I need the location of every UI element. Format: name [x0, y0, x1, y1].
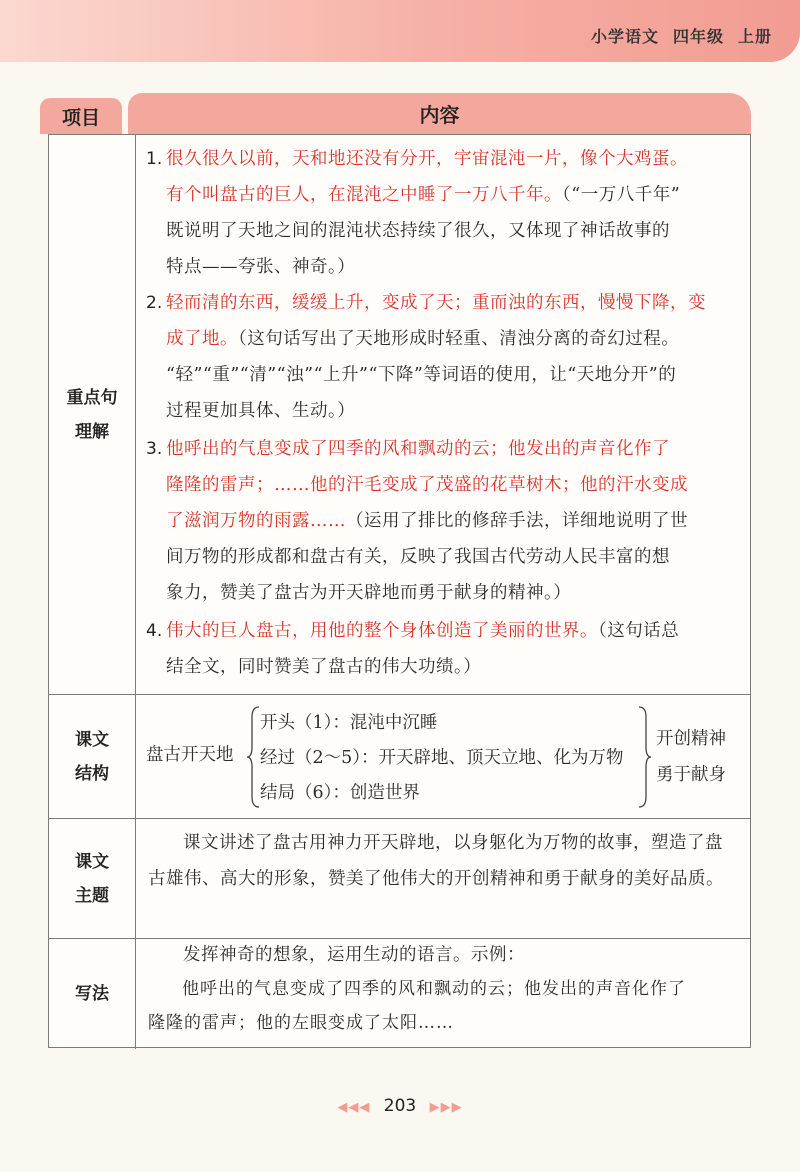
row-structure: [49, 695, 750, 819]
key-sentences-cell: [136, 135, 750, 694]
key-sentence-item: [146, 285, 742, 429]
analysis-text: （这句话总: [598, 621, 680, 641]
theme-cell: [136, 819, 750, 938]
analysis-text: （这句话写出了天地形成时轻重、清浊分离的奇幻过程。: [238, 329, 680, 349]
sentence-line: [166, 177, 742, 213]
page-footer: [0, 1096, 800, 1116]
item-number: 1.: [146, 149, 163, 169]
analysis-text: 象力，赞美了盘古为开天辟地而勇于献身的精神。）: [166, 583, 572, 603]
sentence-line: [166, 575, 742, 611]
row-label-theme: [49, 819, 136, 938]
analysis-text: 过程更加具体、生动。）: [166, 401, 356, 421]
left-arrows-icon: ◀◀◀: [337, 1100, 371, 1115]
writing-example-line: 隆隆的雷声；他的左眼变成了太阳……: [148, 1013, 454, 1033]
right-arrows-icon: ▶▶▶: [429, 1100, 463, 1115]
sentence-line: [166, 321, 742, 357]
quoted-sentence: 成了地。: [166, 329, 238, 349]
label-line: 理解: [75, 421, 109, 442]
sentence-line: [166, 357, 742, 393]
item-number: 4.: [146, 621, 163, 641]
left-brace-icon: [246, 705, 260, 809]
sentence-line: [166, 285, 742, 321]
label-line: 结构: [75, 763, 109, 784]
row-key-sentences: [49, 135, 750, 695]
column-header-item: 项目: [40, 98, 122, 134]
row-writing: [49, 939, 750, 1049]
writing-intro: 发挥神奇的想象，运用生动的语言。示例：: [183, 945, 525, 965]
sentence-line: [166, 649, 742, 685]
header-subject: 小学语文: [590, 27, 659, 46]
key-sentence-item: [146, 141, 742, 285]
label-line: 课文: [75, 851, 109, 872]
header-volume: 上册: [737, 27, 772, 46]
structure-root: 盘古开天地: [146, 745, 234, 765]
column-header-content: 内容: [128, 93, 751, 134]
structure-branch-beginning: 开头（1）：混沌中沉睡: [260, 713, 438, 733]
sentence-line: [166, 249, 742, 285]
key-sentence-item: [146, 431, 742, 611]
item-number: 3.: [146, 439, 163, 459]
analysis-text: 间万物的形成都和盘古有关，反映了我国古代劳动人民丰富的想: [166, 547, 670, 567]
row-label-writing: [49, 939, 136, 1049]
theme-text: 课文讲述了盘古用神力开天辟地，以身躯化为万物的故事，塑造了盘古雄伟、高大的形象，赞美了他伟大的开创精神和勇于献身的美好品质。: [148, 833, 724, 889]
quoted-sentence: 他呼出的气息变成了四季的风和飘动的云；他发出的声音化作了: [166, 439, 670, 459]
label-line: 重点句: [66, 387, 118, 408]
quoted-sentence: 伟大的巨人盘古，用他的整个身体创造了美丽的世界。: [166, 621, 598, 641]
page-number: 203: [383, 1096, 417, 1116]
item-number: 2.: [146, 293, 163, 313]
sentence-line: [166, 467, 742, 503]
writing-example-line: 他呼出的气息变成了四季的风和飘动的云；他发出的声音化作了: [182, 979, 686, 999]
analysis-text: 特点——夸张、神奇。）: [166, 257, 356, 277]
label-line: 课文: [75, 729, 109, 750]
page-header: [577, 24, 772, 47]
writing-cell: [136, 939, 750, 1049]
analysis-text: （运用了排比的修辞手法，详细地说明了世: [346, 511, 688, 531]
sentence-line: [166, 503, 742, 539]
quoted-sentence: 了滋润万物的雨露……: [166, 511, 346, 531]
analysis-text: 既说明了天地之间的混沌状态持续了很久，又体现了神话故事的: [166, 221, 670, 241]
sentence-line: [166, 393, 742, 429]
structure-branch-development: 经过（2～5）：开天辟地、顶天立地、化为万物: [260, 748, 624, 768]
row-label-key-sentences: [49, 135, 136, 694]
sentence-line: [166, 141, 742, 177]
analysis-text: 结全文，同时赞美了盘古的伟大功绩。）: [166, 657, 482, 677]
row-label-structure: [49, 695, 136, 818]
sentence-line: [166, 431, 742, 467]
structure-cell: [136, 695, 750, 818]
structure-conclusion: 开创精神: [656, 729, 726, 749]
structure-diagram: [136, 695, 750, 818]
sentence-line: [166, 539, 742, 575]
label-line: 写法: [75, 984, 109, 1004]
header-grade: 四年级: [672, 27, 724, 46]
sentence-line: [166, 613, 742, 649]
label-line: 主题: [75, 885, 109, 906]
quoted-sentence: 有个叫盘古的巨人，在混沌之中睡了一万八千年。: [166, 185, 562, 205]
quoted-sentence: 隆隆的雷声；……他的汗毛变成了茂盛的花草树木；他的汗水变成: [166, 475, 688, 495]
right-brace-icon: [638, 705, 652, 809]
row-theme: [49, 819, 750, 939]
structure-branch-ending: 结局（6）：创造世界: [260, 783, 420, 803]
summary-table: [48, 134, 751, 1048]
structure-conclusion: 勇于献身: [656, 765, 726, 785]
quoted-sentence: 轻而清的东西，缓缓上升，变成了天；重而浊的东西，慢慢下降，变: [166, 293, 706, 313]
analysis-text: （“一万八千年”: [562, 185, 681, 205]
sentence-line: [166, 213, 742, 249]
analysis-text: “轻”“重”“清”“浊”“上升”“下降”等词语的使用，让“天地分开”的: [166, 365, 677, 385]
quoted-sentence: 很久很久以前，天和地还没有分开，宇宙混沌一片，像个大鸡蛋。: [166, 149, 688, 169]
key-sentence-item: [146, 613, 742, 685]
